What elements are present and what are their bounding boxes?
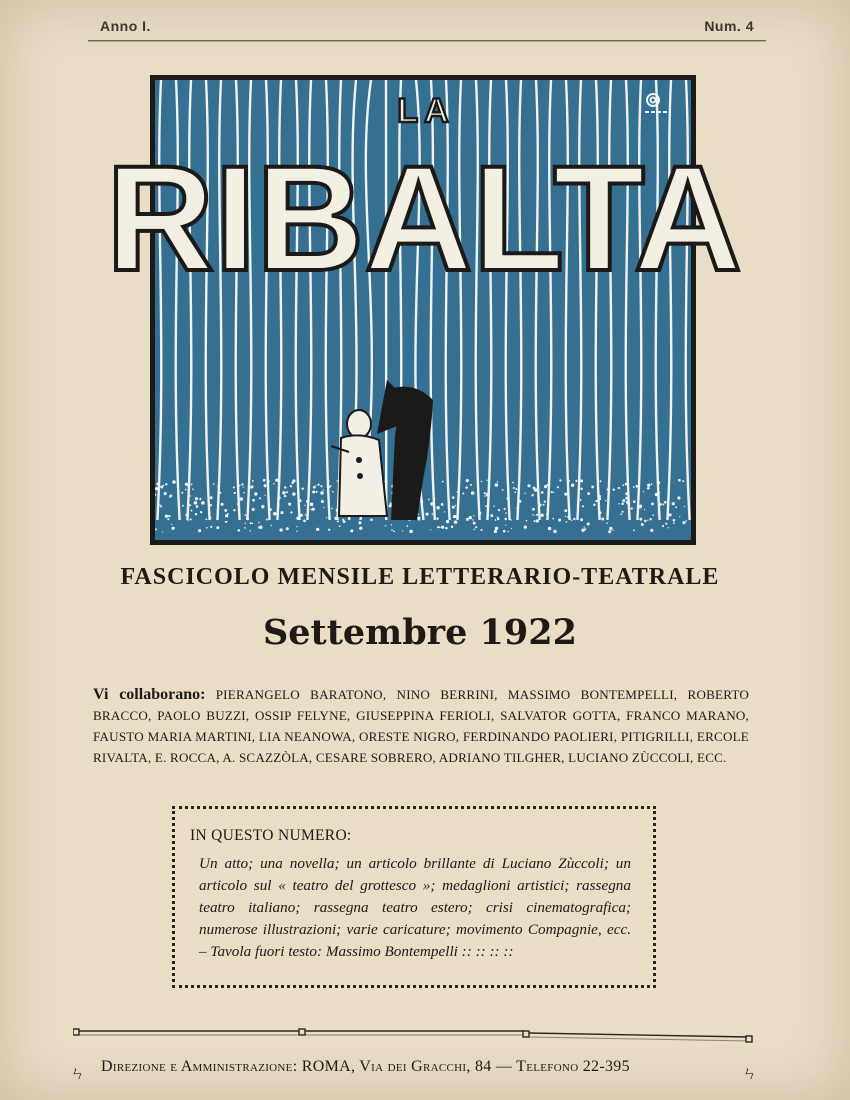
issue-number: Num. 4 <box>704 18 754 34</box>
contents-title: IN QUESTO NUMERO: <box>190 827 352 844</box>
masthead-logo <box>98 88 750 288</box>
volume-label: Anno I. <box>100 18 151 34</box>
masthead-top: LA <box>397 92 455 130</box>
issue-date: Settembre 1922 <box>263 612 577 653</box>
masthead-title: RIBALTA <box>106 134 742 288</box>
footer-address: Direzione e Amministrazione: ROMA, Via dei Gracchi, 84 — Telefono 22-395 <box>101 1058 630 1075</box>
ornamental-rule <box>73 1027 753 1045</box>
publication-subtitle: FASCICOLO MENSILE LETTERARIO-TEATRALE <box>120 564 720 590</box>
collaborators-names: PIERANGELO BARATONO, NINO BERRINI, MASSIMO BONTEMPELLI, ROBERTO BRACCO, PAOLO BUZZI, OSSIP FELYNE, GIUSEPPINA FERIOLI, SALVATOR GOTTA, FRANCO MARANO, FAUSTO MARIA MARTINI, LIA NEANOWA, ORESTE NIGRO, FERDINANDO PAOLIERI, PITIGRILLI, ERCOLE RIVALTA, E. ROCCA, A. SCAZZÒLA, CESARE SOBRERO, ADRIANO TILGHER, LUCIANO ZÙCCOLI, ECC. <box>93 687 750 765</box>
footer <box>70 1058 760 1086</box>
footer-ornament-left-icon: ㄣ <box>70 1066 86 1082</box>
collaborators-lead: Vi collaborano: <box>93 686 206 703</box>
header-rule <box>88 40 766 42</box>
footer-ornament-right-icon: ㄣ <box>742 1066 758 1082</box>
contents-box <box>172 806 656 988</box>
collaborators-block <box>93 684 749 768</box>
masthead <box>98 88 750 288</box>
contents-text: Un atto; una novella; un articolo brillante di Luciano Zùccoli; un articolo sul « teatro del grottesco »; medaglioni artistici; rassegna teatro italiano; rassegna teatro estero; crisi cinematografica; numerose illustrazioni; varie caricature; movimento Compagnie, ecc. – Tavola fuori testo: Massimo Bontempelli :: :: :: :: <box>199 855 631 960</box>
